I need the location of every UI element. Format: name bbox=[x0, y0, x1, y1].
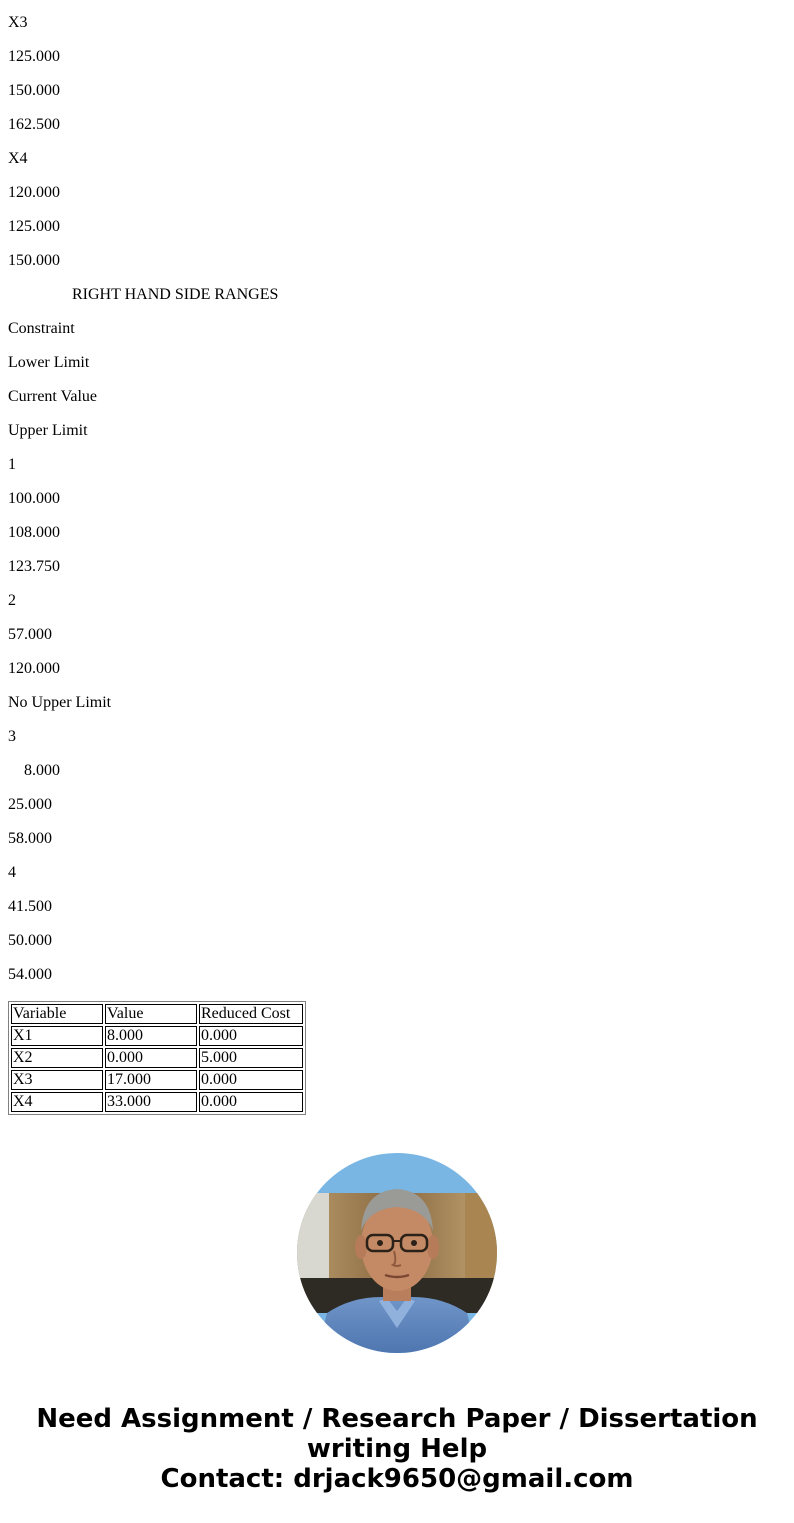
author-portrait-image bbox=[297, 1153, 497, 1353]
column-label-upper-limit: Upper Limit bbox=[8, 422, 88, 439]
table-cell: X3 bbox=[11, 1070, 103, 1090]
column-label-current-value: Current Value bbox=[8, 388, 98, 405]
constraint-1-upper-limit: 123.750 bbox=[8, 558, 60, 575]
x4-lower-limit: 120.000 bbox=[8, 184, 60, 201]
constraint-1-current-value: 108.000 bbox=[8, 524, 60, 541]
x4-current-value: 125.000 bbox=[8, 218, 60, 235]
table-cell: 0.000 bbox=[199, 1092, 303, 1112]
table-row bbox=[11, 1070, 303, 1090]
author-avatar bbox=[297, 1153, 497, 1353]
table-row bbox=[11, 1048, 303, 1068]
x3-lower-limit: 125.000 bbox=[8, 48, 60, 65]
table-cell: X2 bbox=[11, 1048, 103, 1068]
constraint-2-upper-limit: No Upper Limit bbox=[8, 694, 112, 711]
table-cell: X4 bbox=[11, 1092, 103, 1112]
constraint-4-upper-limit: 54.000 bbox=[8, 966, 52, 983]
table-row bbox=[11, 1092, 303, 1112]
constraint-3-upper-limit: 58.000 bbox=[8, 830, 52, 847]
constraint-2-label: 2 bbox=[8, 592, 16, 609]
promo-contact-line: Contact: drjack9650@gmail.com bbox=[160, 1464, 634, 1494]
column-label-constraint: Constraint bbox=[8, 320, 75, 337]
table-cell: 0.000 bbox=[199, 1026, 303, 1046]
table-cell: 33.000 bbox=[105, 1092, 197, 1112]
variable-label-x3: X3 bbox=[8, 14, 28, 31]
constraint-3-current-value: 25.000 bbox=[8, 796, 52, 813]
table-cell: 5.000 bbox=[199, 1048, 303, 1068]
constraint-1-lower-limit: 100.000 bbox=[8, 490, 60, 507]
section-heading-rhs-ranges: RIGHT HAND SIDE RANGES bbox=[72, 286, 279, 303]
constraint-4-current-value: 50.000 bbox=[8, 932, 52, 949]
table-cell: 8.000 bbox=[105, 1026, 197, 1046]
column-label-lower-limit: Lower Limit bbox=[8, 354, 90, 371]
constraint-4-lower-limit: 41.500 bbox=[8, 898, 52, 915]
constraint-2-current-value: 120.000 bbox=[8, 660, 60, 677]
text-lines bbox=[8, 14, 768, 1000]
x4-upper-limit: 150.000 bbox=[8, 252, 60, 269]
table-header-cell: Variable bbox=[11, 1004, 103, 1024]
table-header-row bbox=[11, 1004, 303, 1024]
table-cell: 0.000 bbox=[199, 1070, 303, 1090]
table-cell: X1 bbox=[11, 1026, 103, 1046]
promo-line-2: writing Help bbox=[306, 1434, 488, 1464]
constraint-3-lower-limit: 8.000 bbox=[24, 762, 60, 779]
constraint-3-label: 3 bbox=[8, 728, 16, 745]
x3-current-value: 150.000 bbox=[8, 82, 60, 99]
x3-upper-limit: 162.500 bbox=[8, 116, 60, 133]
promo-banner bbox=[0, 1404, 794, 1494]
variable-label-x4: X4 bbox=[8, 150, 28, 167]
promo-line-1: Need Assignment / Research Paper / Dissertation bbox=[36, 1404, 758, 1434]
table-row bbox=[11, 1026, 303, 1046]
constraint-4-label: 4 bbox=[8, 864, 16, 881]
constraint-2-lower-limit: 57.000 bbox=[8, 626, 52, 643]
table-header-cell: Value bbox=[105, 1004, 197, 1024]
constraint-1-label: 1 bbox=[8, 456, 16, 473]
table-header-cell: Reduced Cost bbox=[199, 1004, 303, 1024]
table-cell: 0.000 bbox=[105, 1048, 197, 1068]
table-cell: 17.000 bbox=[105, 1070, 197, 1090]
variable-results-table bbox=[8, 1001, 306, 1115]
